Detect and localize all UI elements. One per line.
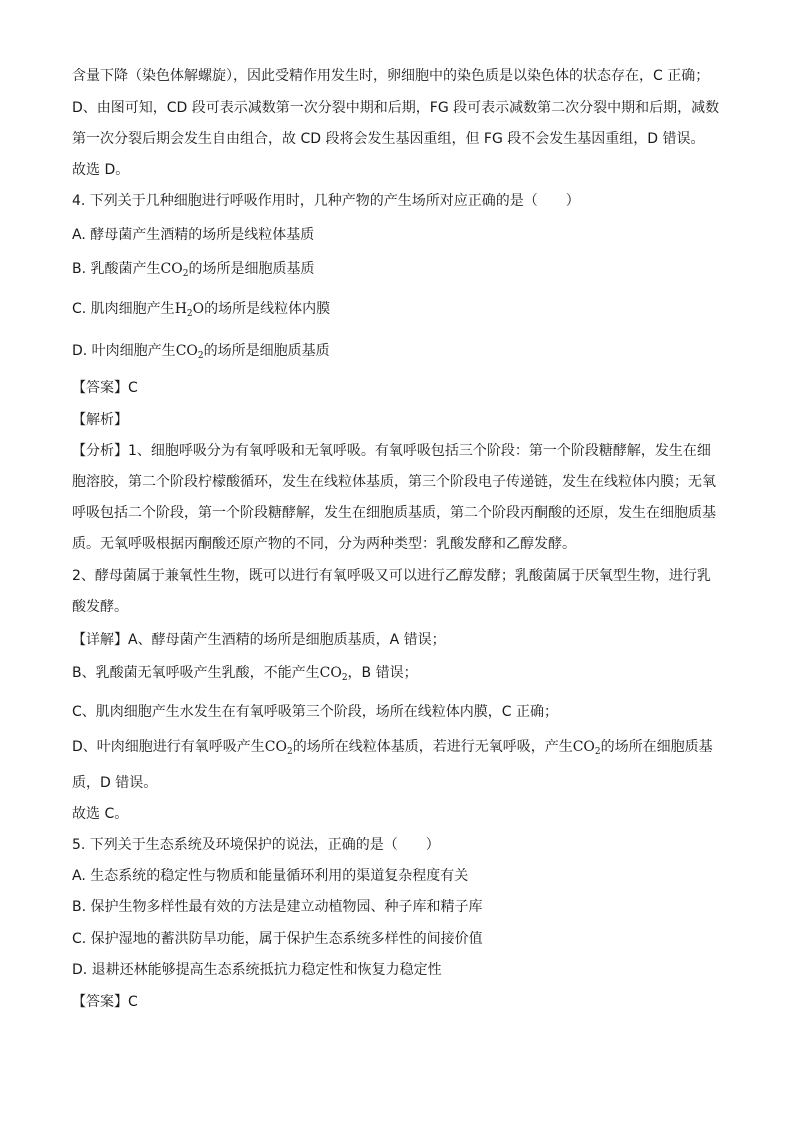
analysis-label: 【解析】 <box>72 412 128 428</box>
question-4-option-d <box>72 341 732 361</box>
text-line: 胞溶胶，第二个阶段柠檬酸循环，发生在线粒体基质，第三个阶段电子传递链，发生在线粒体内膜；无氧 <box>72 474 716 490</box>
detail-b-text-tail: ，B 错误； <box>347 665 418 681</box>
option-b-text-tail: 的场所是细胞质基质 <box>188 261 315 277</box>
detail-d-text-tail: 的场所在细胞质基 <box>600 739 713 755</box>
text-line: 【分析】1、细胞呼吸分为有氧呼吸和无氧呼吸。有氧呼吸包括三个阶段：第一个阶段糖酵解，发生在细 <box>72 443 711 459</box>
option-c-text-tail: 的场所是线粒体内膜 <box>204 301 331 317</box>
text-line: 第一次分裂后期会发生自由组合，故 CD 段将会发生基因重组，但 FG 段不会发生基因重组，D 错误。 <box>72 131 705 147</box>
text-line: 2、酵母菌属于兼氧性生物，既可以进行有氧呼吸又可以进行乙醇发酵；乳酸菌属于厌氧型生物，进行乳 <box>72 568 711 584</box>
text-line: D、由图可知，CD 段可表示减数第一次分裂中期和后期，FG 段可表示减数第二次分裂中期和后期，减数 <box>72 100 720 116</box>
question-5-option-c: C. 保护湿地的蓄洪防旱功能，属于保护生态系统多样性的间接价值 <box>72 931 483 947</box>
question-5-stem: 5. 下列关于生态系统及环境保护的说法，正确的是（ ） <box>72 837 440 853</box>
text-line: 质，D 错误。 <box>72 775 158 791</box>
detail-b-text: B、乳酸菌无氧呼吸产生乳酸，不能产生 <box>72 665 320 681</box>
detail-line-a: 【详解】A、酵母菌产生酒精的场所是细胞质基质，A 错误； <box>72 632 446 648</box>
formula-co2: $CO_2$ <box>319 665 348 683</box>
formula-h2o: $H_2O$ <box>174 301 205 319</box>
question-5-option-d: D. 退耕还林能够提高生态系统抵抗力稳定性和恢复力稳定性 <box>72 962 442 978</box>
text-line: 呼吸包括二个阶段，第一个阶段糖酵解，发生在细胞质基质，第二个阶段丙酮酸的还原，发生在细胞质基 <box>72 505 716 521</box>
question-4-option-a: A. 酵母菌产生酒精的场所是线粒体基质 <box>72 227 315 243</box>
detail-line-c: C、肌肉细胞产生水发生在有氧呼吸第三个阶段，场所在线粒体内膜，C 正确； <box>72 704 558 720</box>
text-line: 故选 D。 <box>72 162 130 178</box>
option-d-text-tail: 的场所是细胞质基质 <box>203 343 330 359</box>
option-c-text: C. 肌肉细胞产生 <box>72 301 175 317</box>
option-b-text: B. 乳酸菌产生 <box>72 261 161 277</box>
text-line: 含量下降（染色体解螺旋），因此受精作用发生时，卵细胞中的染色质是以染色体的状态存在，C 正确； <box>72 68 710 84</box>
detail-d-text: D、叶肉细胞进行有氧呼吸产生 <box>72 739 265 755</box>
text-line: 故选 C。 <box>72 806 129 822</box>
option-d-text: D. 叶肉细胞产生 <box>72 343 176 359</box>
question-4-stem: 4. 下列关于几种细胞进行呼吸作用时，几种产物的产生场所对应正确的是（ ） <box>72 193 580 209</box>
formula-co2: $CO_2$ <box>572 739 601 757</box>
question-5-option-b: B. 保护生物多样性最有效的方法是建立动植物园、种子库和精子库 <box>72 899 483 915</box>
answer-label: 【答案】C <box>72 380 138 396</box>
formula-co2: $CO_2$ <box>160 261 189 279</box>
detail-line-b <box>72 663 732 683</box>
formula-co2: $CO_2$ <box>264 739 293 757</box>
question-4-option-c <box>72 299 732 319</box>
text-line: 质。无氧呼吸根据丙酮酸还原产物的不同，分为两种类型：乳酸发酵和乙醇发酵。 <box>72 536 576 552</box>
detail-line-d <box>72 737 732 757</box>
question-5-option-a: A. 生态系统的稳定性与物质和能量循环利用的渠道复杂程度有关 <box>72 868 469 884</box>
question-4-option-b <box>72 259 732 279</box>
detail-d-text-mid: 的场所在线粒体基质，若进行无氧呼吸，产生 <box>292 739 573 755</box>
formula-co2: $CO_2$ <box>175 343 204 361</box>
answer-label: 【答案】C <box>72 994 138 1010</box>
text-line: 酸发酵。 <box>72 599 128 615</box>
